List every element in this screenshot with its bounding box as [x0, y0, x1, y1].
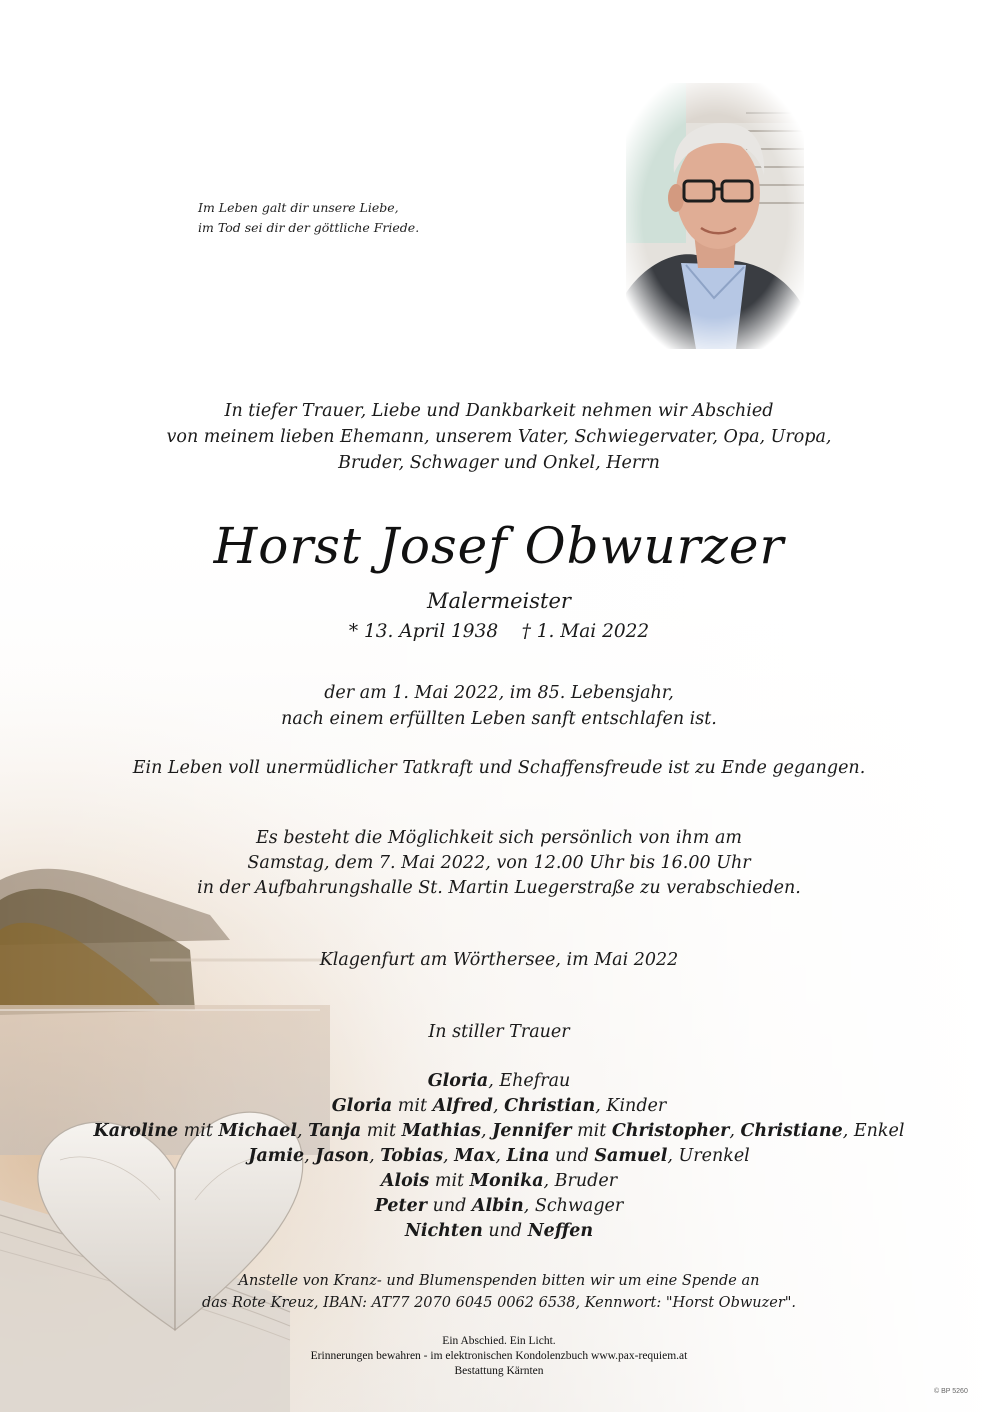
- family-member: Max: [454, 1146, 496, 1166]
- family-row-spouse: [0, 1069, 998, 1094]
- family-member: Albin: [471, 1196, 524, 1216]
- relation-text: ,: [304, 1146, 316, 1166]
- family-member: Alfred: [432, 1096, 493, 1116]
- family-member: Samuel: [594, 1146, 668, 1166]
- family-member: Tobias: [380, 1146, 444, 1166]
- farewell-line: Es besteht die Möglichkeit sich persönlich von ihm am: [256, 828, 742, 848]
- copyright-mark: © BP 5260: [934, 1388, 968, 1395]
- relation-text: mit: [392, 1096, 433, 1116]
- motto: [198, 198, 498, 238]
- mourning-heading: In stiller Trauer: [428, 1022, 570, 1042]
- family-member: Jennifer: [492, 1121, 572, 1141]
- farewell-line: Samstag, dem 7. Mai 2022, von 12.00 Uhr bis 16.00 Uhr: [247, 853, 751, 873]
- death-notice: [0, 680, 998, 732]
- family-member: Jamie: [248, 1146, 305, 1166]
- motto-line: im Tod sei dir der göttliche Friede.: [198, 220, 420, 235]
- family-member: Christopher: [611, 1121, 730, 1141]
- family-member: Jason: [315, 1146, 370, 1166]
- relation-text: und: [427, 1196, 472, 1216]
- relation-text: ,: [729, 1121, 741, 1141]
- footer-tagline: Ein Abschied. Ein Licht.: [442, 1335, 556, 1347]
- family-list: [0, 1069, 998, 1244]
- family-row-grandchildren: [0, 1119, 998, 1144]
- family-member: Nichten: [404, 1221, 483, 1241]
- relation-text: mit: [361, 1121, 402, 1141]
- family-member: Lina: [506, 1146, 550, 1166]
- family-member: Karoline: [93, 1121, 179, 1141]
- relation-text: mit: [571, 1121, 612, 1141]
- portrait-photo: [626, 83, 804, 349]
- family-member: Tanja: [308, 1121, 362, 1141]
- intro-text: [0, 398, 998, 476]
- family-member: Christian: [504, 1096, 596, 1116]
- relation-text: , Schwager: [523, 1196, 624, 1216]
- relation-text: , Ehefrau: [488, 1071, 571, 1091]
- life-dates: * 13. April 1938 † 1. Mai 2022: [348, 621, 650, 642]
- relation-text: , Bruder: [543, 1171, 618, 1191]
- family-member: Monika: [469, 1171, 544, 1191]
- donation-request: [0, 1270, 998, 1314]
- relation-text: ,: [492, 1096, 505, 1116]
- intro-line: Bruder, Schwager und Onkel, Herrn: [338, 453, 660, 473]
- relation-text: mit: [178, 1121, 219, 1141]
- family-row-brothers-in-law: [0, 1194, 998, 1219]
- relation-text: ,: [297, 1121, 309, 1141]
- relation-text: und: [482, 1221, 528, 1241]
- relation-text: ,: [369, 1146, 381, 1166]
- deceased-name: Horst Josef Obwurzer: [213, 517, 785, 575]
- family-member: Peter: [374, 1196, 427, 1216]
- relation-text: ,: [443, 1146, 455, 1166]
- relation-text: und: [549, 1146, 595, 1166]
- footer-condolence-info: Erinnerungen bewahren - im elektronischen Kondolenzbuch www.pax-requiem.at: [310, 1350, 688, 1362]
- footer: [0, 1334, 998, 1379]
- relation-text: ,: [480, 1121, 493, 1141]
- farewell-info: [0, 826, 998, 901]
- relation-text: , Kinder: [595, 1096, 667, 1116]
- family-member: Neffen: [527, 1221, 594, 1241]
- intro-line: In tiefer Trauer, Liebe und Dankbarkeit nehmen wir Abschied: [224, 401, 774, 421]
- family-member: Gloria: [427, 1071, 489, 1091]
- family-row-nieces-nephews: [0, 1219, 998, 1244]
- family-member: Christiane: [740, 1121, 843, 1141]
- relation-text: , Enkel: [842, 1121, 905, 1141]
- family-row-brother: [0, 1169, 998, 1194]
- deceased-profession: Malermeister: [427, 589, 571, 613]
- intro-line: von meinem lieben Ehemann, unserem Vater, Schwiegervater, Opa, Uropa,: [166, 427, 832, 447]
- place-date: Klagenfurt am Wörthersee, im Mai 2022: [319, 950, 679, 970]
- family-member: Gloria: [331, 1096, 393, 1116]
- relation-text: , Urenkel: [667, 1146, 750, 1166]
- family-member: Michael: [218, 1121, 297, 1141]
- family-member: Mathias: [401, 1121, 481, 1141]
- family-row-great-grandchildren: [0, 1144, 998, 1169]
- motto-line: Im Leben galt dir unsere Liebe,: [198, 200, 399, 215]
- footer-undertaker: Bestattung Kärnten: [454, 1365, 544, 1377]
- death-notice-line: nach einem erfüllten Leben sanft entschlafen ist.: [281, 709, 717, 729]
- death-notice-line: der am 1. Mai 2022, im 85. Lebensjahr,: [324, 683, 674, 703]
- donation-line: das Rote Kreuz, IBAN: AT77 2070 6045 0062 6538, Kennwort: "Horst Obwuzer".: [201, 1295, 797, 1311]
- relation-text: ,: [495, 1146, 507, 1166]
- family-row-children: [0, 1094, 998, 1119]
- donation-line: Anstelle von Kranz- und Blumenspenden bitten wir um eine Spende an: [238, 1273, 760, 1289]
- relation-text: mit: [429, 1171, 470, 1191]
- farewell-line: in der Aufbahrungshalle St. Martin Luegerstraße zu verabschieden.: [197, 878, 801, 898]
- family-member: Alois: [380, 1171, 430, 1191]
- life-text: Ein Leben voll unermüdlicher Tatkraft und Schaffensfreude ist zu Ende gegangen.: [132, 758, 866, 778]
